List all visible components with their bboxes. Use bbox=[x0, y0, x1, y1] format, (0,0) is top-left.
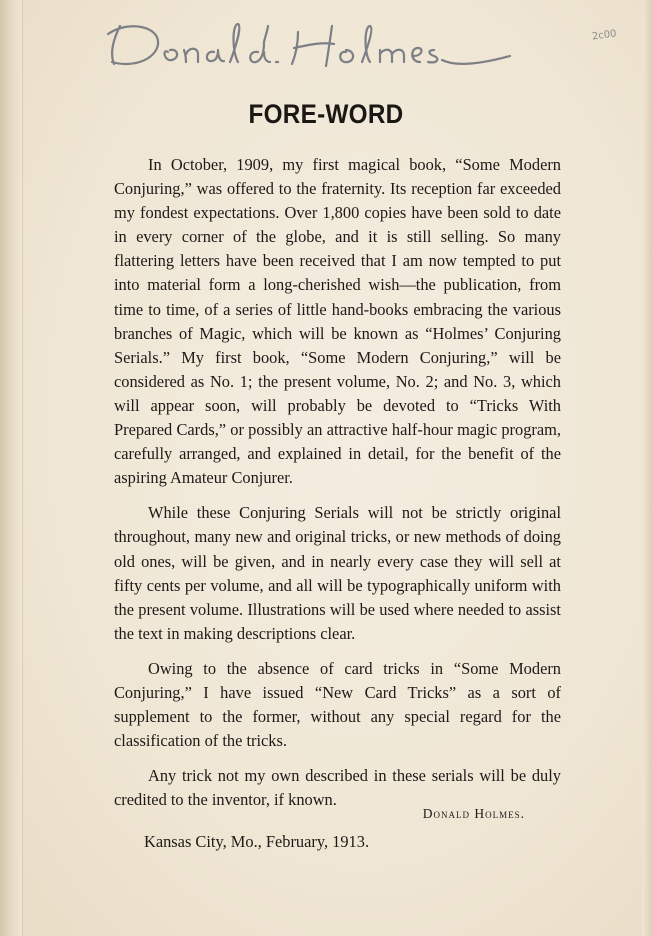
pencil-corner-mark: 2c00 bbox=[591, 28, 618, 43]
page-right-edge bbox=[642, 0, 652, 936]
author-signoff: Donald Holmes. bbox=[422, 806, 525, 821]
paragraph-3: Owing to the absence of card tricks in “Some Modern Conjuring,” I have issued “New Card Tricks” as a sort of supplement to the former, without any special regard for the classification of the tricks. bbox=[114, 658, 561, 751]
foreword-body bbox=[114, 153, 561, 823]
paragraph-2: While these Conjuring Serials will not be strictly original throughout, many new and original tricks, or new methods of doing old ones, will be given, and in nearly every case they will sell at fifty cents per volume, and all will be typographically uniform with the present volume. Illustrations will be used where needed to assist the text in making descriptions clear. bbox=[114, 503, 561, 643]
dateline: Kansas City, Mo., February, 1913. bbox=[144, 832, 370, 851]
page-title: FORE-WORD bbox=[248, 99, 404, 129]
paragraph-1: In October, 1909, my first magical book, “Some Modern Conjuring,” was offered to the fraternity. Its reception far exceeded my fondest expectations. Over 1,800 copies have been sold to date in every corner of the globe, and it is still selling. So many flattering letters have been received that I am now tempted to put into material form a long-cherished wish—the publication, from time to time, of a series of little hand-books embracing the various branches of Magic, which will be known as “Holmes’ Conjuring Serials.” My first book, “Some Modern Conjuring,” will be considered as No. 1; the present volume, No. 2; and No. 3, which will appear soon, will probably be devoted to “Tricks With Prepared Cards,” or possibly an attractive half-hour magic program, carefully arranged, and explained in detail, for the benefit of the aspiring Amateur Conjurer. bbox=[114, 155, 561, 488]
paragraph-4: Any trick not my own described in these serials will be duly credited to the inventor, if known. bbox=[114, 766, 561, 810]
page-binding-edge bbox=[0, 0, 23, 936]
handwritten-signature bbox=[98, 12, 518, 74]
